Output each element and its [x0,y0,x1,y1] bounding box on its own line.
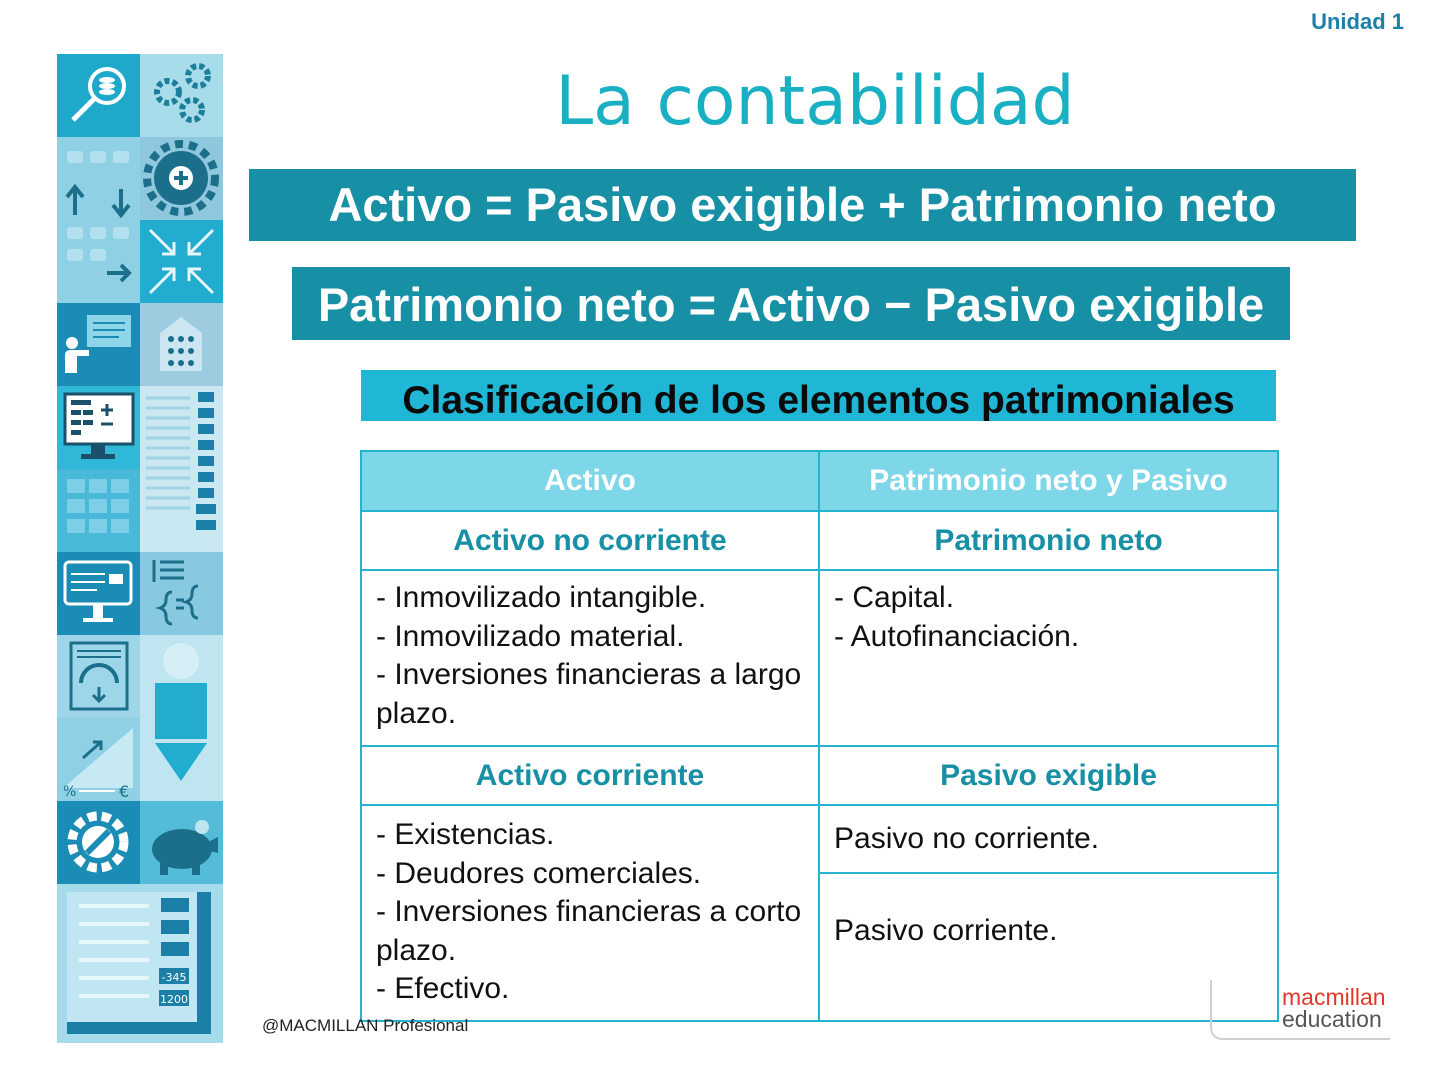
activo-corriente-label: Activo corriente [361,746,819,805]
list-item: - Efectivo. [376,972,510,1005]
badge-pos: 1200 [160,993,188,1006]
activo-corriente-list [361,805,819,1021]
patrimonio-neto-label: Patrimonio neto [819,511,1278,570]
list-item: - Autofinanciación. [834,619,1080,653]
book-chart-icon [57,635,140,718]
list-item: - Capital. [834,581,955,614]
svg-text:€: € [119,782,130,801]
table-header-row [361,451,1278,511]
publisher-logo [1210,980,1390,1042]
list-item: - Inmovilizado material. [376,619,685,653]
activo-no-corriente-list [361,570,819,746]
convergence-arrows-icon [140,220,223,303]
header-patrimonio-pasivo: Patrimonio neto y Pasivo [819,451,1278,511]
pasivo-exigible-label: Pasivo exigible [819,746,1278,805]
gear-plus-icon [140,137,223,220]
unit-label: Unidad 1 [1311,9,1404,34]
copyright-footer: @MACMILLAN Profesional [262,1016,469,1035]
patrimonio-neto-list [819,570,1278,746]
wrench-gear-icon [57,801,140,884]
gears-icon [140,54,223,137]
people-building-icon [140,303,223,386]
header-activo: Activo [361,451,819,511]
list-item: - Existencias. [376,818,555,851]
list-item: - Inversiones financieras a largo plazo. [376,658,802,730]
activo-no-corriente-label: Activo no corriente [361,511,819,570]
calculator-grid-icon [57,469,140,552]
pasivo-no-corriente: Pasivo no corriente. [819,805,1278,873]
logo-line-1: macmillan [1282,984,1386,1010]
magnifier-coins-icon [57,54,140,137]
pencil-icon [140,635,223,801]
equation-accounting: Activo = Pasivo exigible + Patrimonio neto [249,169,1356,241]
ledger-bars-icon [140,386,223,552]
pasivo-corriente: Pasivo corriente. [819,873,1278,1021]
list-item: - Inversiones financieras a corto plazo. [376,895,802,967]
list-item: - Deudores comerciales. [376,856,702,890]
table-row [361,511,1278,570]
classification-title: Clasificación de los elementos patrimoniales [361,370,1276,421]
balance-table [360,450,1279,1022]
desktop-computer-icon [57,552,140,635]
equation-net-worth: Patrimonio neto = Activo − Pasivo exigible [292,267,1290,340]
arrows-grid-icon [57,137,140,303]
table-row [361,805,1278,873]
table-row [361,570,1278,746]
badge-neg: -345 [161,971,187,984]
percent-euro-icon [57,718,140,801]
code-braces-icon [140,552,223,635]
table-row [361,746,1278,805]
page-title: La contabilidad [555,62,1075,141]
presenter-icon [57,303,140,386]
list-item: - Inmovilizado intangible. [376,581,707,614]
piggy-bank-icon [140,801,223,884]
monitor-calculator-icon [57,386,140,469]
logo-line-2: education [1282,1006,1382,1032]
decorative-sidebar [57,54,223,1043]
ledger-report-icon [57,884,223,1043]
svg-text:%: % [63,784,77,800]
